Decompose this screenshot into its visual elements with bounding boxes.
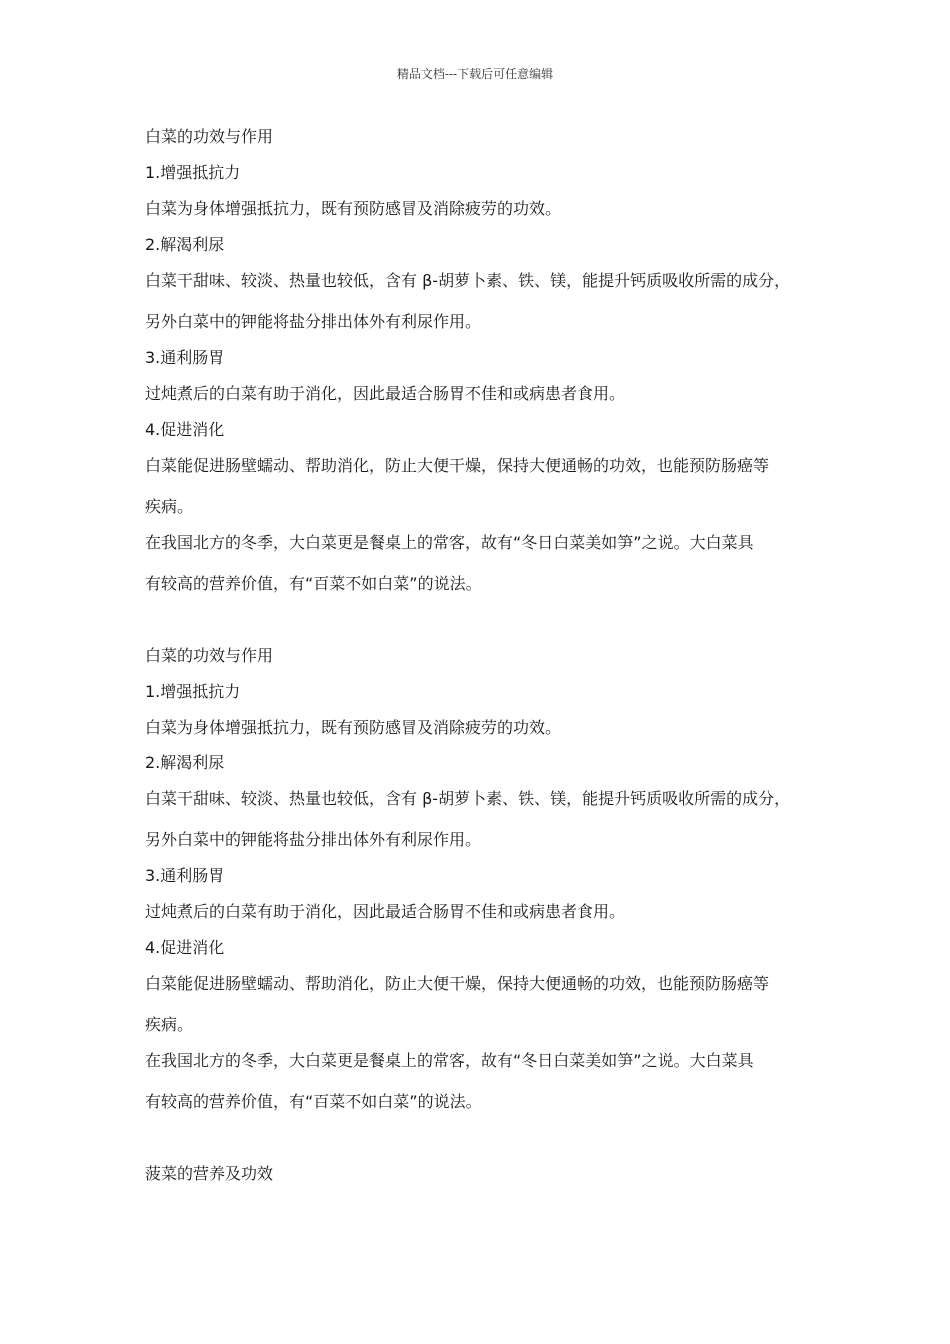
page-header: 精品文档---下载后可任意编辑 bbox=[396, 67, 554, 81]
paragraph-line: 过炖煮后的白菜有助于消化，因此最适合肠胃不佳和或病患者食用。 bbox=[145, 902, 626, 921]
subheading: 3.通利肠胃 bbox=[145, 348, 225, 367]
subheading: 2.解渴利尿 bbox=[145, 753, 225, 772]
paragraph-line: 白菜能促进肠壁蠕动、帮助消化，防止大便干燥，保持大便通畅的功效，也能预防肠癌等 bbox=[145, 456, 770, 475]
paragraph-line: 白菜干甜味、较淡、热量也较低，含有 β-胡萝卜素、铁、镁，能提升钙质吸收所需的成分， bbox=[145, 789, 791, 808]
paragraph-line: 另外白菜中的钾能将盐分排出体外有利尿作用。 bbox=[145, 312, 482, 331]
paragraph-line: 疾病。 bbox=[145, 1015, 194, 1034]
paragraph-line: 另外白菜中的钾能将盐分排出体外有利尿作用。 bbox=[145, 830, 482, 849]
paragraph-line: 在我国北方的冬季，大白菜更是餐桌上的常客，故有“冬日白菜美如笋”之说。大白菜具 bbox=[145, 1051, 754, 1070]
subheading: 4.促进消化 bbox=[145, 420, 225, 439]
section-title: 白菜的功效与作用 bbox=[145, 127, 274, 146]
paragraph-line: 白菜能促进肠壁蠕动、帮助消化，防止大便干燥，保持大便通畅的功效，也能预防肠癌等 bbox=[145, 974, 770, 993]
paragraph-line: 有较高的营养价值，有“百菜不如白菜”的说法。 bbox=[145, 1092, 482, 1111]
subheading: 1.增强抵抗力 bbox=[145, 163, 241, 182]
paragraph-line: 白菜为身体增强抵抗力，既有预防感冒及消除疲劳的功效。 bbox=[145, 199, 562, 218]
paragraph-line: 过炖煮后的白菜有助于消化，因此最适合肠胃不佳和或病患者食用。 bbox=[145, 384, 626, 403]
paragraph-line: 在我国北方的冬季，大白菜更是餐桌上的常客，故有“冬日白菜美如笋”之说。大白菜具 bbox=[145, 533, 754, 552]
section-title: 菠菜的营养及功效 bbox=[145, 1164, 274, 1183]
paragraph-line: 有较高的营养价值，有“百菜不如白菜”的说法。 bbox=[145, 574, 482, 593]
subheading: 2.解渴利尿 bbox=[145, 235, 225, 254]
paragraph-line: 白菜干甜味、较淡、热量也较低，含有 β-胡萝卜素、铁、镁，能提升钙质吸收所需的成分， bbox=[145, 271, 791, 290]
subheading: 1.增强抵抗力 bbox=[145, 682, 241, 701]
subheading: 4.促进消化 bbox=[145, 938, 225, 957]
subheading: 3.通利肠胃 bbox=[145, 866, 225, 885]
paragraph-line: 白菜为身体增强抵抗力，既有预防感冒及消除疲劳的功效。 bbox=[145, 718, 562, 737]
paragraph-line: 疾病。 bbox=[145, 497, 194, 516]
section-title: 白菜的功效与作用 bbox=[145, 646, 274, 665]
